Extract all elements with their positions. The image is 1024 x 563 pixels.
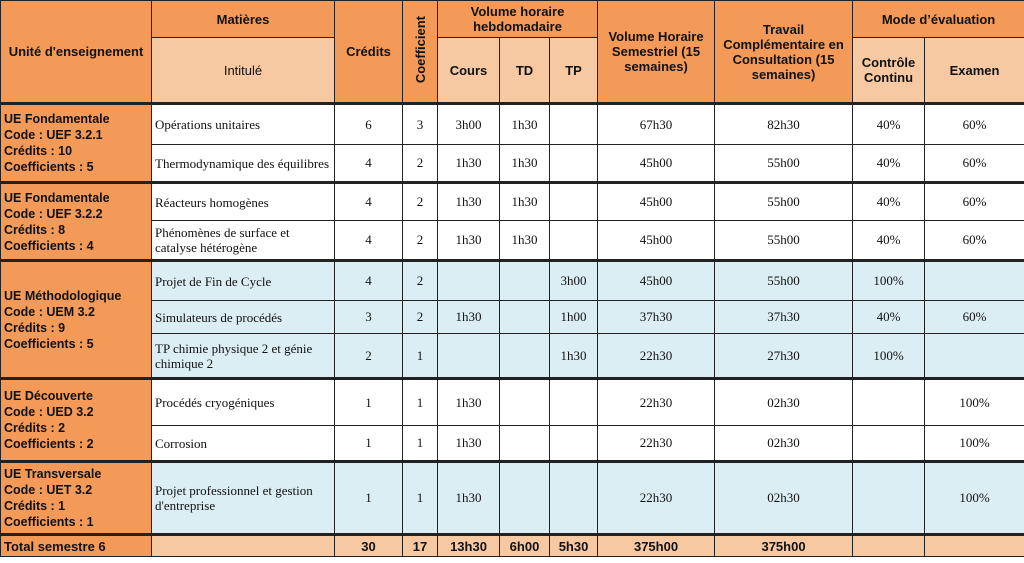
subject-name: Projet professionnel et gestion d'entreprise — [152, 462, 335, 535]
total-intitule — [152, 535, 335, 557]
exam-cell: 100% — [925, 379, 1024, 426]
coef-cell: 2 — [403, 183, 438, 221]
vhs-cell: 22h30 — [598, 426, 715, 462]
header-cours: Cours — [438, 38, 500, 104]
cc-cell: 40% — [853, 145, 925, 183]
unit-line: Code : UEM 3.2 — [4, 304, 95, 319]
vhs-cell: 22h30 — [598, 334, 715, 379]
exam-cell: 60% — [925, 301, 1024, 334]
header-td: TD — [500, 38, 550, 104]
credits-cell: 4 — [335, 183, 403, 221]
unit-line: Code : UEF 3.2.1 — [4, 128, 103, 142]
td-cell — [500, 426, 550, 462]
header-coefficient — [403, 1, 438, 104]
unit-line: UE Découverte — [4, 389, 93, 403]
vhs-cell: 67h30 — [598, 104, 715, 145]
table-row — [1, 221, 1024, 261]
subject-name: Opérations unitaires — [152, 104, 335, 145]
credits-cell: 6 — [335, 104, 403, 145]
cc-cell — [853, 462, 925, 535]
total-td: 6h00 — [500, 535, 550, 557]
travail-cell: 55h00 — [715, 183, 853, 221]
tp-cell — [550, 183, 598, 221]
cours-cell: 1h30 — [438, 426, 500, 462]
unit-line: Code : UED 3.2 — [4, 405, 94, 419]
total-vhs: 375h00 — [598, 535, 715, 557]
subject-name: Procédés cryogéniques — [152, 379, 335, 426]
unit-cell — [1, 104, 152, 183]
unit-line: Code : UEF 3.2.2 — [4, 206, 103, 221]
unit-line: Coefficients : 2 — [4, 437, 94, 451]
unit-cell — [1, 379, 152, 462]
td-cell — [500, 334, 550, 379]
unit-line: Crédits : 9 — [4, 320, 66, 335]
header-controle: Contrôle Continu — [853, 38, 925, 104]
coef-cell: 3 — [403, 104, 438, 145]
table-row — [1, 261, 1024, 301]
table-row — [1, 145, 1024, 183]
cc-cell: 40% — [853, 183, 925, 221]
credits-cell: 2 — [335, 334, 403, 379]
vhs-cell: 22h30 — [598, 462, 715, 535]
total-travail: 375h00 — [715, 535, 853, 557]
exam-cell: 100% — [925, 462, 1024, 535]
vhs-cell: 45h00 — [598, 183, 715, 221]
cours-cell: 1h30 — [438, 221, 500, 261]
vhs-cell: 45h00 — [598, 261, 715, 301]
unit-line: UE Fondamentale — [4, 190, 110, 205]
coef-cell: 1 — [403, 426, 438, 462]
credits-cell: 4 — [335, 145, 403, 183]
vhs-cell: 45h00 — [598, 145, 715, 183]
tp-cell — [550, 104, 598, 145]
cours-cell: 1h30 — [438, 183, 500, 221]
tp-cell: 1h30 — [550, 334, 598, 379]
travail-cell: 37h30 — [715, 301, 853, 334]
subject-name: TP chimie physique 2 et génie chimique 2 — [152, 334, 335, 379]
exam-cell: 60% — [925, 221, 1024, 261]
td-cell: 1h30 — [500, 221, 550, 261]
subject-name: Projet de Fin de Cycle — [152, 261, 335, 301]
td-cell: 1h30 — [500, 183, 550, 221]
unit-line: UE Méthodologique — [4, 288, 122, 303]
travail-cell: 02h30 — [715, 462, 853, 535]
cours-cell: 1h30 — [438, 462, 500, 535]
unit-line: Crédits : 8 — [4, 222, 66, 237]
unit-line: Coefficients : 5 — [4, 336, 94, 351]
table-row — [1, 104, 1024, 145]
travail-cell: 55h00 — [715, 145, 853, 183]
coef-cell: 1 — [403, 462, 438, 535]
unit-line: Crédits : 10 — [4, 144, 73, 158]
unit-line: UE Transversale — [4, 467, 102, 481]
total-credits: 30 — [335, 535, 403, 557]
header-matieres: Matières — [152, 1, 335, 38]
header-coefficient-label: Coefficient — [412, 16, 428, 84]
coef-cell: 1 — [403, 379, 438, 426]
cours-cell: 1h30 — [438, 145, 500, 183]
subject-name: Réacteurs homogènes — [152, 183, 335, 221]
cours-cell: 1h30 — [438, 301, 500, 334]
exam-cell: 60% — [925, 183, 1024, 221]
table-row — [1, 426, 1024, 462]
total-label: Total semestre 6 — [1, 535, 152, 557]
unit-line: Coefficients : 1 — [4, 515, 94, 529]
header-volume-semestriel: Volume Horaire Semestriel (15 semaines) — [598, 1, 715, 104]
travail-cell: 02h30 — [715, 426, 853, 462]
tp-cell: 3h00 — [550, 261, 598, 301]
table-row — [1, 462, 1024, 535]
table-row — [1, 301, 1024, 334]
credits-cell: 4 — [335, 221, 403, 261]
cc-cell: 100% — [853, 261, 925, 301]
tp-cell — [550, 145, 598, 183]
header-intitule: Intitulé — [152, 38, 335, 104]
tp-cell — [550, 426, 598, 462]
cours-cell — [438, 261, 500, 301]
tp-cell: 1h00 — [550, 301, 598, 334]
credits-cell: 1 — [335, 426, 403, 462]
exam-cell: 60% — [925, 145, 1024, 183]
travail-cell: 55h00 — [715, 221, 853, 261]
coef-cell: 2 — [403, 145, 438, 183]
cc-cell — [853, 426, 925, 462]
header-credits: Crédits — [335, 1, 403, 104]
table-row — [1, 379, 1024, 426]
unit-cell — [1, 183, 152, 261]
total-exam — [925, 535, 1024, 557]
cc-cell: 40% — [853, 221, 925, 261]
table-row — [1, 183, 1024, 221]
header-travail: Travail Complémentaire en Consultation (15 semaines) — [715, 1, 853, 104]
travail-cell: 27h30 — [715, 334, 853, 379]
credits-cell: 1 — [335, 379, 403, 426]
vhs-cell: 37h30 — [598, 301, 715, 334]
coef-cell: 1 — [403, 334, 438, 379]
header-tp: TP — [550, 38, 598, 104]
unit-cell — [1, 462, 152, 535]
unit-line: Coefficients : 5 — [4, 160, 94, 174]
td-cell: 1h30 — [500, 104, 550, 145]
td-cell — [500, 261, 550, 301]
total-tp: 5h30 — [550, 535, 598, 557]
travail-cell: 82h30 — [715, 104, 853, 145]
travail-cell: 02h30 — [715, 379, 853, 426]
travail-cell: 55h00 — [715, 261, 853, 301]
coef-cell: 2 — [403, 261, 438, 301]
vhs-cell: 45h00 — [598, 221, 715, 261]
td-cell: 1h30 — [500, 145, 550, 183]
unit-line: UE Fondamentale — [4, 112, 110, 126]
unit-line: Coefficients : 4 — [4, 238, 94, 253]
credits-cell: 3 — [335, 301, 403, 334]
subject-name: Phénomènes de surface et catalyse hétérogène — [152, 221, 335, 261]
unit-line: Code : UET 3.2 — [4, 483, 93, 497]
td-cell — [500, 462, 550, 535]
subject-name: Thermodynamique des équilibres — [152, 145, 335, 183]
header-mode-eval: Mode d’évaluation — [853, 1, 1024, 38]
coef-cell: 2 — [403, 301, 438, 334]
total-coef: 17 — [403, 535, 438, 557]
td-cell — [500, 301, 550, 334]
total-cours: 13h30 — [438, 535, 500, 557]
cours-cell — [438, 334, 500, 379]
tp-cell — [550, 462, 598, 535]
header-unit: Unité d'enseignement — [1, 1, 152, 104]
tp-cell — [550, 379, 598, 426]
exam-cell: 100% — [925, 426, 1024, 462]
subject-name: Simulateurs de procédés — [152, 301, 335, 334]
unit-cell — [1, 261, 152, 379]
credits-cell: 1 — [335, 462, 403, 535]
cc-cell: 40% — [853, 301, 925, 334]
total-row — [1, 535, 1024, 557]
exam-cell — [925, 334, 1024, 379]
unit-line: Crédits : 2 — [4, 421, 66, 435]
cc-cell: 40% — [853, 104, 925, 145]
cours-cell: 3h00 — [438, 104, 500, 145]
cours-cell: 1h30 — [438, 379, 500, 426]
coef-cell: 2 — [403, 221, 438, 261]
subject-name: Corrosion — [152, 426, 335, 462]
exam-cell — [925, 261, 1024, 301]
unit-line: Crédits : 1 — [4, 499, 66, 513]
tp-cell — [550, 221, 598, 261]
header-examen: Examen — [925, 38, 1024, 104]
credits-cell: 4 — [335, 261, 403, 301]
header-volume-hebdo: Volume horaire hebdomadaire — [438, 1, 598, 38]
total-cc — [853, 535, 925, 557]
exam-cell: 60% — [925, 104, 1024, 145]
cc-cell — [853, 379, 925, 426]
cc-cell: 100% — [853, 334, 925, 379]
table-row — [1, 334, 1024, 379]
vhs-cell: 22h30 — [598, 379, 715, 426]
td-cell — [500, 379, 550, 426]
